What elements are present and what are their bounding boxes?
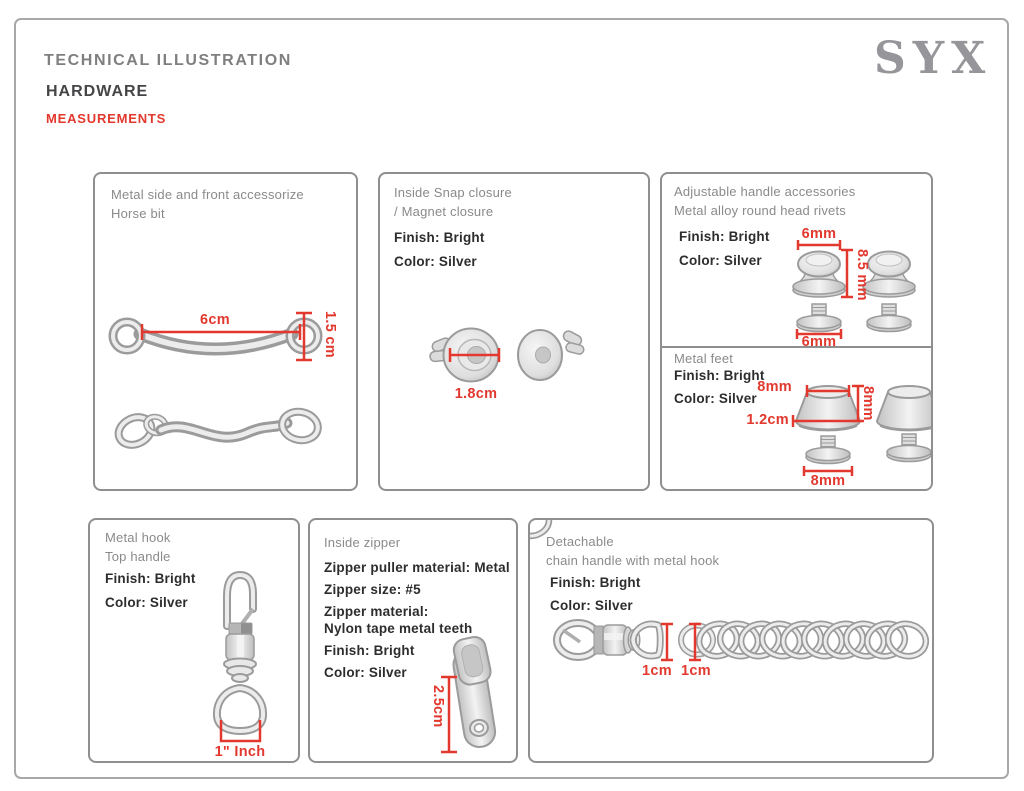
chain-swivel-hook	[557, 623, 660, 657]
magnet-snap-right	[518, 329, 585, 380]
dim-label-2-5cm: 2.5cm	[430, 685, 446, 728]
page-title: TECHNICAL ILLUSTRATION	[44, 52, 292, 69]
panel-title-line1: Adjustable handle accessories	[674, 184, 856, 199]
panel-title-line2: Metal alloy round head rivets	[674, 203, 847, 218]
color-spec: Color: Silver	[324, 665, 407, 680]
rivet	[793, 252, 845, 298]
panel-rivets-and-feet	[660, 172, 933, 491]
panel-title-line2: chain handle with metal hook	[546, 553, 720, 568]
panel-title-line1: Metal side and front accessorize	[111, 187, 304, 202]
color-spec: Color: Silver	[674, 391, 757, 406]
panel-title-line1: Detachable	[546, 534, 614, 549]
panel-title-line2: Top handle	[105, 549, 171, 564]
dim-label-1-2cm: 1.2cm	[746, 412, 789, 428]
finish-spec: Finish: Bright	[550, 575, 641, 590]
panel-title: Inside zipper	[324, 535, 401, 550]
feet-title: Metal feet	[674, 351, 734, 366]
screw	[797, 304, 841, 332]
metal-foot	[877, 386, 931, 431]
rivet	[863, 252, 915, 298]
panel-chain-handle	[528, 518, 934, 763]
brand-logo: SYX	[874, 33, 993, 84]
color-spec: Color: Silver	[679, 253, 762, 268]
zipper-size-spec: Zipper size: #5	[324, 582, 421, 597]
screw	[867, 304, 911, 332]
zipper-material-spec: Zipper material:	[324, 604, 429, 619]
panel-title-line1: Inside Snap closure	[394, 185, 512, 200]
dim-label-8-5mm: 8.5 mm	[854, 249, 870, 301]
page-section-label: MEASUREMENTS	[46, 111, 167, 126]
panel-title-line2: / Magnet closure	[394, 204, 494, 219]
color-spec: Color: Silver	[394, 254, 477, 269]
zipper-pull-illustration	[310, 520, 516, 761]
chain	[681, 620, 929, 660]
dim-label-8mm-top: 8mm	[757, 379, 792, 395]
dim-label-6mm-top: 6mm	[801, 226, 837, 242]
zipper-puller-spec: Zipper puller material: Metal	[324, 560, 510, 575]
rivets-feet-illustration	[662, 174, 931, 489]
color-spec: Color: Silver	[550, 598, 633, 613]
dim-label-6mm-bottom: 6mm	[801, 334, 837, 350]
dim-label-8mm-screw: 8mm	[810, 473, 846, 489]
dim-label-1cm-link: 1cm	[681, 663, 711, 679]
dim-label-1-5cm: 1.5 cm	[322, 311, 338, 358]
page-subtitle: HARDWARE	[46, 83, 149, 100]
panel-title-line1: Metal hook	[105, 530, 171, 545]
finish-spec: Finish: Bright	[674, 368, 765, 383]
dim-label-8mm-height: 8mm	[860, 386, 876, 421]
panel-inside-zipper	[308, 518, 518, 763]
swivel-hook	[217, 575, 263, 731]
metal-foot	[796, 386, 860, 431]
panel-title-line2: Horse bit	[111, 206, 165, 221]
panel-snap-closure	[378, 172, 650, 491]
zipper-material-spec2: Nylon tape metal teeth	[324, 621, 473, 636]
dim-label-1cm-ring: 1cm	[642, 663, 672, 679]
finish-spec: Finish: Bright	[679, 229, 770, 244]
finish-spec: Finish: Bright	[394, 230, 485, 245]
screw	[806, 436, 850, 464]
screw	[887, 434, 931, 462]
magnet-snap-illustration	[380, 174, 648, 489]
dim-label-6cm: 6cm	[200, 312, 230, 328]
dim-label-1-inch: 1" Inch	[214, 744, 266, 760]
dim-label-1-8cm: 1.8cm	[454, 386, 498, 402]
horse-bit-side-view	[114, 409, 320, 450]
finish-spec: Finish: Bright	[105, 571, 196, 586]
panel-horse-bit	[93, 172, 358, 491]
finish-spec: Finish: Bright	[324, 643, 415, 658]
color-spec: Color: Silver	[105, 595, 188, 610]
panel-metal-hook	[88, 518, 300, 763]
horse-bit-illustration	[95, 174, 356, 489]
